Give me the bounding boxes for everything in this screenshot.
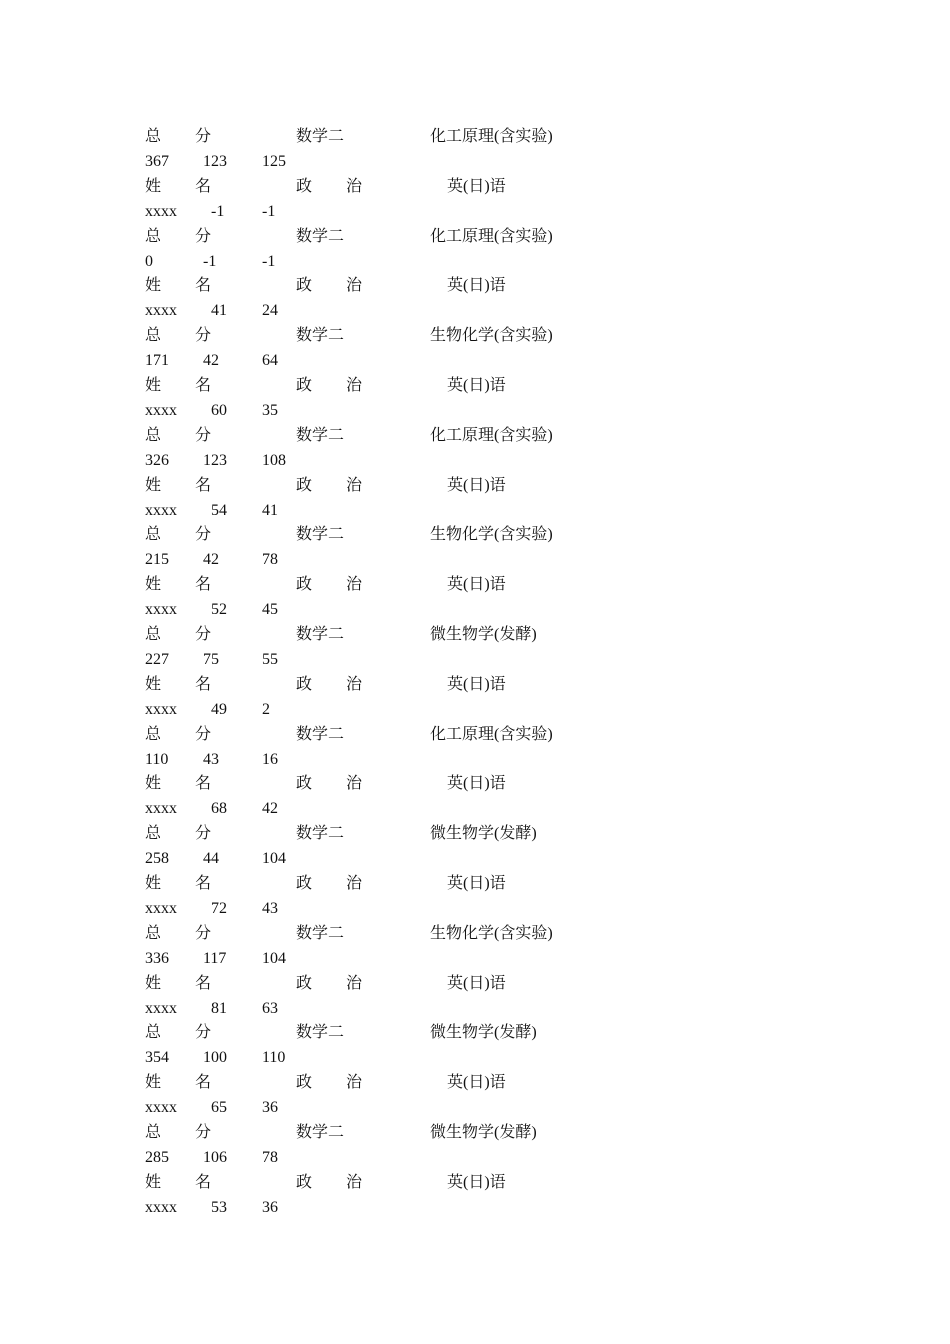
label-english: 英(日)语	[447, 576, 506, 594]
value-english: 41	[262, 501, 278, 519]
label-name-char1: 姓	[145, 775, 162, 793]
label-english: 英(日)语	[447, 675, 506, 693]
label-major-subject: 微生物学(发酵)	[430, 626, 537, 643]
value-total: 285	[145, 1148, 169, 1166]
label-name-char1: 姓	[145, 576, 162, 594]
value-line-scores	[0, 647, 950, 672]
value-politics: 60	[211, 401, 227, 419]
value-name: xxxx	[145, 501, 177, 519]
label-politics-char1: 政	[296, 1173, 313, 1191]
label-total-char1: 总	[145, 626, 162, 643]
value-line-scores	[0, 348, 950, 373]
value-major-score: 125	[262, 152, 286, 170]
value-math: 106	[203, 1148, 227, 1166]
label-total-char2: 分	[195, 227, 212, 245]
label-total-char2: 分	[195, 327, 212, 345]
value-english: 36	[262, 1198, 278, 1216]
label-major-subject: 微生物学(发酵)	[430, 825, 537, 843]
value-politics: 41	[211, 302, 227, 320]
header-line-scores	[0, 224, 950, 249]
header-line-scores	[0, 522, 950, 547]
value-major-score: 78	[262, 551, 278, 569]
value-line-name	[0, 796, 950, 821]
label-name-char1: 姓	[145, 875, 162, 892]
value-total: 110	[145, 750, 169, 768]
label-english: 英(日)语	[447, 1173, 506, 1191]
value-math: 100	[203, 1049, 227, 1067]
value-name: xxxx	[145, 1198, 177, 1216]
value-total: 367	[145, 152, 169, 170]
label-english: 英(日)语	[447, 1074, 506, 1092]
value-english: 45	[262, 601, 278, 619]
label-english: 英(日)语	[447, 775, 506, 793]
value-line-name	[0, 498, 950, 523]
label-name-char2: 名	[195, 377, 212, 394]
label-total-char2: 分	[195, 924, 212, 942]
header-line-scores	[0, 1020, 950, 1045]
header-line-name	[0, 473, 950, 498]
label-major-subject: 化工原理(含实验)	[430, 227, 553, 245]
value-line-name	[0, 398, 950, 423]
value-major-score: 55	[262, 650, 278, 668]
label-name-char2: 名	[195, 875, 212, 892]
label-total-char2: 分	[195, 526, 212, 544]
value-math: 42	[203, 352, 219, 370]
label-politics-char1: 政	[296, 775, 313, 793]
label-total-char1: 总	[145, 526, 162, 544]
label-politics-char2: 治	[346, 875, 363, 892]
value-politics: 49	[211, 700, 227, 718]
value-major-score: 110	[262, 1049, 286, 1067]
label-math: 数学二	[296, 1024, 345, 1042]
value-math: 43	[203, 750, 219, 768]
label-math: 数学二	[296, 1124, 345, 1141]
header-line-name	[0, 273, 950, 298]
label-total-char1: 总	[145, 327, 162, 345]
label-politics-char2: 治	[346, 974, 363, 992]
value-math: 123	[203, 451, 227, 469]
value-name: xxxx	[145, 401, 177, 419]
label-politics-char1: 政	[296, 277, 313, 295]
value-english: 24	[262, 302, 278, 320]
label-total-char2: 分	[195, 1124, 212, 1141]
label-total-char1: 总	[145, 924, 162, 942]
value-politics: 81	[211, 999, 227, 1017]
label-name-char1: 姓	[145, 277, 162, 295]
header-line-scores	[0, 622, 950, 647]
label-major-subject: 化工原理(含实验)	[430, 426, 553, 444]
value-line-scores	[0, 846, 950, 871]
value-politics: 52	[211, 601, 227, 619]
label-politics-char1: 政	[296, 476, 313, 494]
label-politics-char2: 治	[346, 675, 363, 693]
label-name-char2: 名	[195, 476, 212, 494]
header-line-name	[0, 1170, 950, 1195]
value-line-name	[0, 697, 950, 722]
label-math: 数学二	[296, 825, 345, 843]
label-major-subject: 微生物学(发酵)	[430, 1024, 537, 1042]
value-line-name	[0, 896, 950, 921]
value-politics: 65	[211, 1099, 227, 1117]
label-total-char1: 总	[145, 1024, 162, 1042]
value-politics: 53	[211, 1198, 227, 1216]
label-politics-char1: 政	[296, 974, 313, 992]
label-politics-char1: 政	[296, 177, 313, 195]
value-line-scores	[0, 747, 950, 772]
value-english: 36	[262, 1099, 278, 1117]
label-politics-char1: 政	[296, 675, 313, 693]
value-line-name	[0, 298, 950, 323]
label-politics-char2: 治	[346, 177, 363, 195]
label-name-char2: 名	[195, 675, 212, 693]
value-name: xxxx	[145, 302, 177, 320]
header-line-scores	[0, 323, 950, 348]
value-english: 63	[262, 999, 278, 1017]
value-math: 44	[203, 850, 219, 868]
value-name: xxxx	[145, 601, 177, 619]
value-line-name	[0, 1095, 950, 1120]
header-line-name	[0, 771, 950, 796]
label-total-char2: 分	[195, 1024, 212, 1042]
label-name-char1: 姓	[145, 177, 162, 195]
value-line-scores	[0, 249, 950, 274]
label-name-char1: 姓	[145, 1173, 162, 1191]
label-politics-char2: 治	[346, 476, 363, 494]
value-line-name	[0, 597, 950, 622]
label-name-char2: 名	[195, 1173, 212, 1191]
value-english: -1	[262, 202, 276, 220]
label-name-char1: 姓	[145, 974, 162, 992]
label-major-subject: 化工原理(含实验)	[430, 128, 553, 145]
label-total-char1: 总	[145, 227, 162, 245]
value-politics: 72	[211, 899, 227, 917]
label-math: 数学二	[296, 725, 345, 743]
label-name-char2: 名	[195, 277, 212, 295]
label-major-subject: 化工原理(含实验)	[430, 725, 553, 743]
value-line-name	[0, 199, 950, 224]
label-total-char2: 分	[195, 426, 212, 444]
label-english: 英(日)语	[447, 177, 506, 195]
label-english: 英(日)语	[447, 377, 506, 394]
value-total: 215	[145, 551, 169, 569]
label-math: 数学二	[296, 128, 345, 145]
value-total: 354	[145, 1049, 169, 1067]
label-name-char1: 姓	[145, 1074, 162, 1092]
header-line-scores	[0, 722, 950, 747]
value-english: 43	[262, 899, 278, 917]
value-line-scores	[0, 149, 950, 174]
value-line-scores	[0, 448, 950, 473]
value-english: 42	[262, 800, 278, 818]
header-line-scores	[0, 921, 950, 946]
label-math: 数学二	[296, 626, 345, 643]
label-name-char1: 姓	[145, 377, 162, 394]
value-total: 258	[145, 850, 169, 868]
header-line-name	[0, 373, 950, 398]
header-line-scores	[0, 1120, 950, 1145]
value-name: xxxx	[145, 899, 177, 917]
value-name: xxxx	[145, 202, 177, 220]
label-english: 英(日)语	[447, 875, 506, 892]
label-math: 数学二	[296, 426, 345, 444]
header-line-name	[0, 871, 950, 896]
label-total-char2: 分	[195, 725, 212, 743]
value-name: xxxx	[145, 800, 177, 818]
value-english: 2	[262, 700, 270, 718]
value-major-score: 78	[262, 1148, 278, 1166]
value-politics: 54	[211, 501, 227, 519]
value-line-scores	[0, 1045, 950, 1070]
header-line-name	[0, 572, 950, 597]
value-line-scores	[0, 946, 950, 971]
label-politics-char1: 政	[296, 875, 313, 892]
label-politics-char1: 政	[296, 1074, 313, 1092]
value-major-score: 64	[262, 352, 278, 370]
value-name: xxxx	[145, 700, 177, 718]
value-total: 171	[145, 352, 169, 370]
label-major-subject: 微生物学(发酵)	[430, 1124, 537, 1141]
header-line-scores	[0, 423, 950, 448]
label-english: 英(日)语	[447, 277, 506, 295]
header-line-name	[0, 1070, 950, 1095]
value-total: 336	[145, 949, 169, 967]
value-line-scores	[0, 547, 950, 572]
header-line-scores	[0, 821, 950, 846]
value-politics: 68	[211, 800, 227, 818]
value-math: 117	[203, 949, 227, 967]
label-math: 数学二	[296, 327, 345, 345]
label-politics-char2: 治	[346, 1074, 363, 1092]
value-total: 0	[145, 252, 153, 270]
label-total-char1: 总	[145, 1124, 162, 1141]
value-name: xxxx	[145, 1099, 177, 1117]
value-major-score: 16	[262, 750, 278, 768]
label-total-char1: 总	[145, 426, 162, 444]
label-math: 数学二	[296, 526, 345, 544]
header-line-name	[0, 971, 950, 996]
label-english: 英(日)语	[447, 974, 506, 992]
value-math: 123	[203, 152, 227, 170]
label-total-char1: 总	[145, 128, 162, 145]
value-english: 35	[262, 401, 278, 419]
label-politics-char1: 政	[296, 377, 313, 394]
label-total-char1: 总	[145, 725, 162, 743]
value-math: 42	[203, 551, 219, 569]
value-major-score: 104	[262, 850, 286, 868]
value-major-score: -1	[262, 252, 276, 270]
label-major-subject: 生物化学(含实验)	[430, 924, 553, 942]
label-name-char2: 名	[195, 1074, 212, 1092]
value-major-score: 108	[262, 451, 286, 469]
value-line-name	[0, 1195, 950, 1220]
value-major-score: 104	[262, 949, 286, 967]
header-line-scores	[0, 124, 950, 149]
value-math: -1	[203, 252, 217, 270]
label-english: 英(日)语	[447, 476, 506, 494]
value-politics: -1	[211, 202, 225, 220]
value-math: 75	[203, 650, 219, 668]
label-total-char2: 分	[195, 626, 212, 643]
label-name-char2: 名	[195, 576, 212, 594]
label-name-char2: 名	[195, 775, 212, 793]
value-line-scores	[0, 1145, 950, 1170]
value-total: 227	[145, 650, 169, 668]
label-politics-char2: 治	[346, 377, 363, 394]
label-name-char2: 名	[195, 974, 212, 992]
label-politics-char1: 政	[296, 576, 313, 594]
label-major-subject: 生物化学(含实验)	[430, 327, 553, 345]
label-name-char2: 名	[195, 177, 212, 195]
label-total-char2: 分	[195, 128, 212, 145]
header-line-name	[0, 174, 950, 199]
value-line-name	[0, 996, 950, 1021]
value-name: xxxx	[145, 999, 177, 1017]
label-politics-char2: 治	[346, 277, 363, 295]
header-line-name	[0, 672, 950, 697]
label-total-char1: 总	[145, 825, 162, 843]
label-total-char2: 分	[195, 825, 212, 843]
label-politics-char2: 治	[346, 576, 363, 594]
label-politics-char2: 治	[346, 1173, 363, 1191]
label-name-char1: 姓	[145, 675, 162, 693]
label-math: 数学二	[296, 924, 345, 942]
label-politics-char2: 治	[346, 775, 363, 793]
value-total: 326	[145, 451, 169, 469]
label-math: 数学二	[296, 227, 345, 245]
label-name-char1: 姓	[145, 476, 162, 494]
label-major-subject: 生物化学(含实验)	[430, 526, 553, 544]
